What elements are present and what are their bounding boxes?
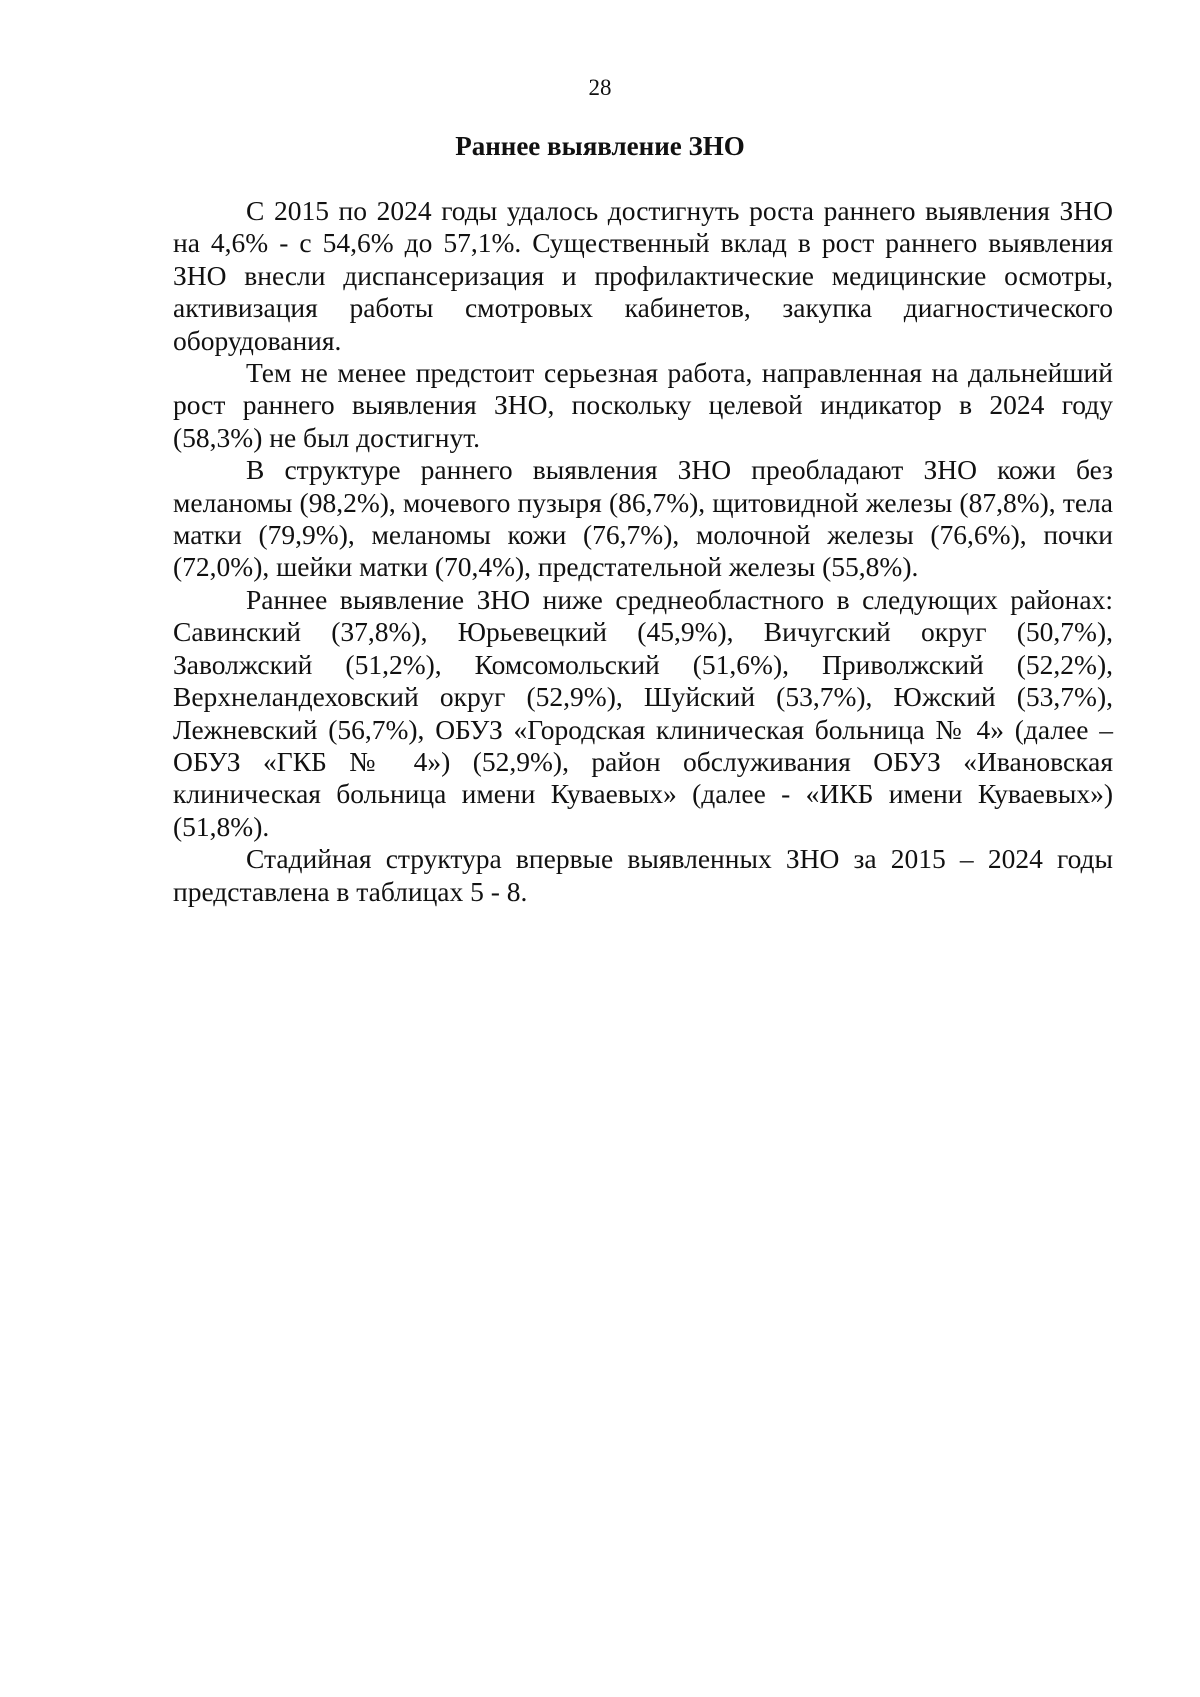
body-text	[173, 195, 1113, 908]
paragraph: Раннее выявление ЗНО ниже среднеобластного в следующих районах: Савинский (37,8%), Юрьевецкий (45,9%), Вичугский округ (50,7%), Заволжский (51,2%), Комсомольский (51,6%), Приволжский (52,2%), Верхнеландеховский округ (52,9%), Шуйский (53,7%), Южский (53,7%), Лежневский (56,7%), ОБУЗ «Городская клиническая больница № 4» (далее – ОБУЗ «ГКБ № 4») (52,9%), район обслуживания ОБУЗ «Ивановская клиническая больница имени Куваевых» (далее - «ИКБ имени Куваевых») (51,8%).	[173, 583, 1113, 842]
section-heading: Раннее выявление ЗНО	[455, 131, 745, 161]
paragraph: Стадийная структура впервые выявленных ЗНО за 2015 – 2024 годы представлена в таблицах 5 - 8.	[173, 843, 1113, 907]
paragraph: С 2015 по 2024 годы удалось достигнуть роста раннего выявления ЗНО на 4,6% - с 54,6% до 57,1%. Существенный вклад в рост раннего выявления ЗНО внесли диспансеризация и профилактические медицинские осмотры, активизация работы смотровых кабинетов, закупка диагностического оборудования.	[173, 195, 1113, 356]
paragraph: Тем не менее предстоит серьезная работа, направленная на дальнейший рост раннего выявления ЗНО, поскольку целевой индикатор в 2024 году (58,3%) не был достигнут.	[173, 357, 1113, 453]
page-number: 28	[588, 75, 612, 100]
paragraph: В структуре раннего выявления ЗНО преобладают ЗНО кожи без меланомы (98,2%), мочевого пузыря (86,7%), щитовидной железы (87,8%), тела матки (79,9%), меланомы кожи (76,7%), молочной железы (76,6%), почки (72,0%), шейки матки (70,4%), предстательной железы (55,8%).	[173, 454, 1113, 583]
